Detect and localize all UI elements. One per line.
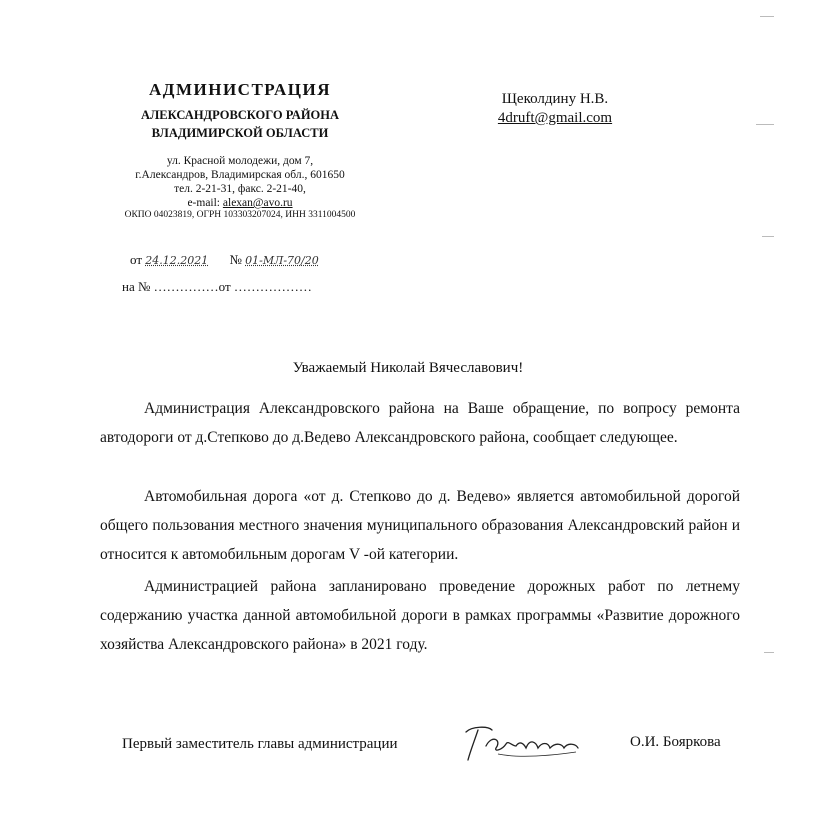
signatory-position: Первый заместитель главы администрации — [122, 736, 398, 752]
number-label: № — [229, 252, 242, 267]
email-label: e-mail: — [187, 197, 221, 209]
from-label: от — [130, 252, 143, 267]
scan-mark — [760, 16, 774, 17]
letterhead-email: alexan@avo.ru — [222, 197, 293, 209]
recipient-name: Щеколдину Н.В. — [501, 91, 609, 107]
recipient-block — [470, 90, 640, 128]
body-paragraph-2 — [100, 482, 740, 569]
scan-mark — [756, 124, 774, 125]
phone-line: тел. 2-21-31, факс. 2-21-40, — [174, 183, 306, 195]
registration-codes: ОКПО 04023819, ОГРН 103303207024, ИНН 3311004500 — [124, 210, 356, 220]
paragraph-1-text: Администрация Александровского района на Ваше обращение, по вопросу ремонта автодороги от д.Степково до д.Ведево Александровского района, сообщает следующее. — [100, 400, 740, 446]
greeting: Уважаемый Николай Вячеславович! — [292, 360, 524, 376]
recipient-email: 4druft@gmail.com — [497, 110, 613, 126]
body-paragraph-1 — [100, 394, 740, 452]
reply-reference-line: на № ……………от ……………… — [122, 279, 312, 294]
scan-mark — [762, 236, 774, 237]
paragraph-3-text: Администрацией района запланировано проведение дорожных работ по летнему содержанию участка данной автомобильной дороги в рамках программы «Развитие дорожного хозяйства Александровского района» в 2021 году. — [100, 578, 740, 653]
letterhead-title: АДМИНИСТРАЦИЯ — [148, 80, 331, 99]
paragraph-2-text: Автомобильная дорога «от д. Степково до д. Ведево» является автомобильной дорогой общего пользования местного значения муниципального образования Александровский район и относится к автомобильным дорогам V -ой категории. — [100, 488, 740, 563]
letterhead-subtitle-line1: АЛЕКСАНДРОВСКОГО РАЙОНА — [140, 108, 340, 122]
handwritten-number: 01-МЛ-70/20 — [245, 254, 319, 267]
letterhead-subtitle-line2: ВЛАДИМИРСКОЙ ОБЛАСТИ — [151, 126, 329, 140]
handwritten-date: 24.12.2021 — [145, 254, 209, 267]
reference-line — [130, 252, 319, 268]
email-line — [100, 196, 380, 210]
signatory-name: О.И. Бояркова — [630, 734, 721, 750]
scan-mark — [764, 652, 774, 653]
address-line2: г.Александров, Владимирская обл., 601650 — [135, 169, 345, 181]
body-paragraph-3 — [100, 572, 740, 659]
handwritten-signature — [458, 716, 588, 766]
address-line1: ул. Красной молодежи, дом 7, — [166, 155, 314, 167]
